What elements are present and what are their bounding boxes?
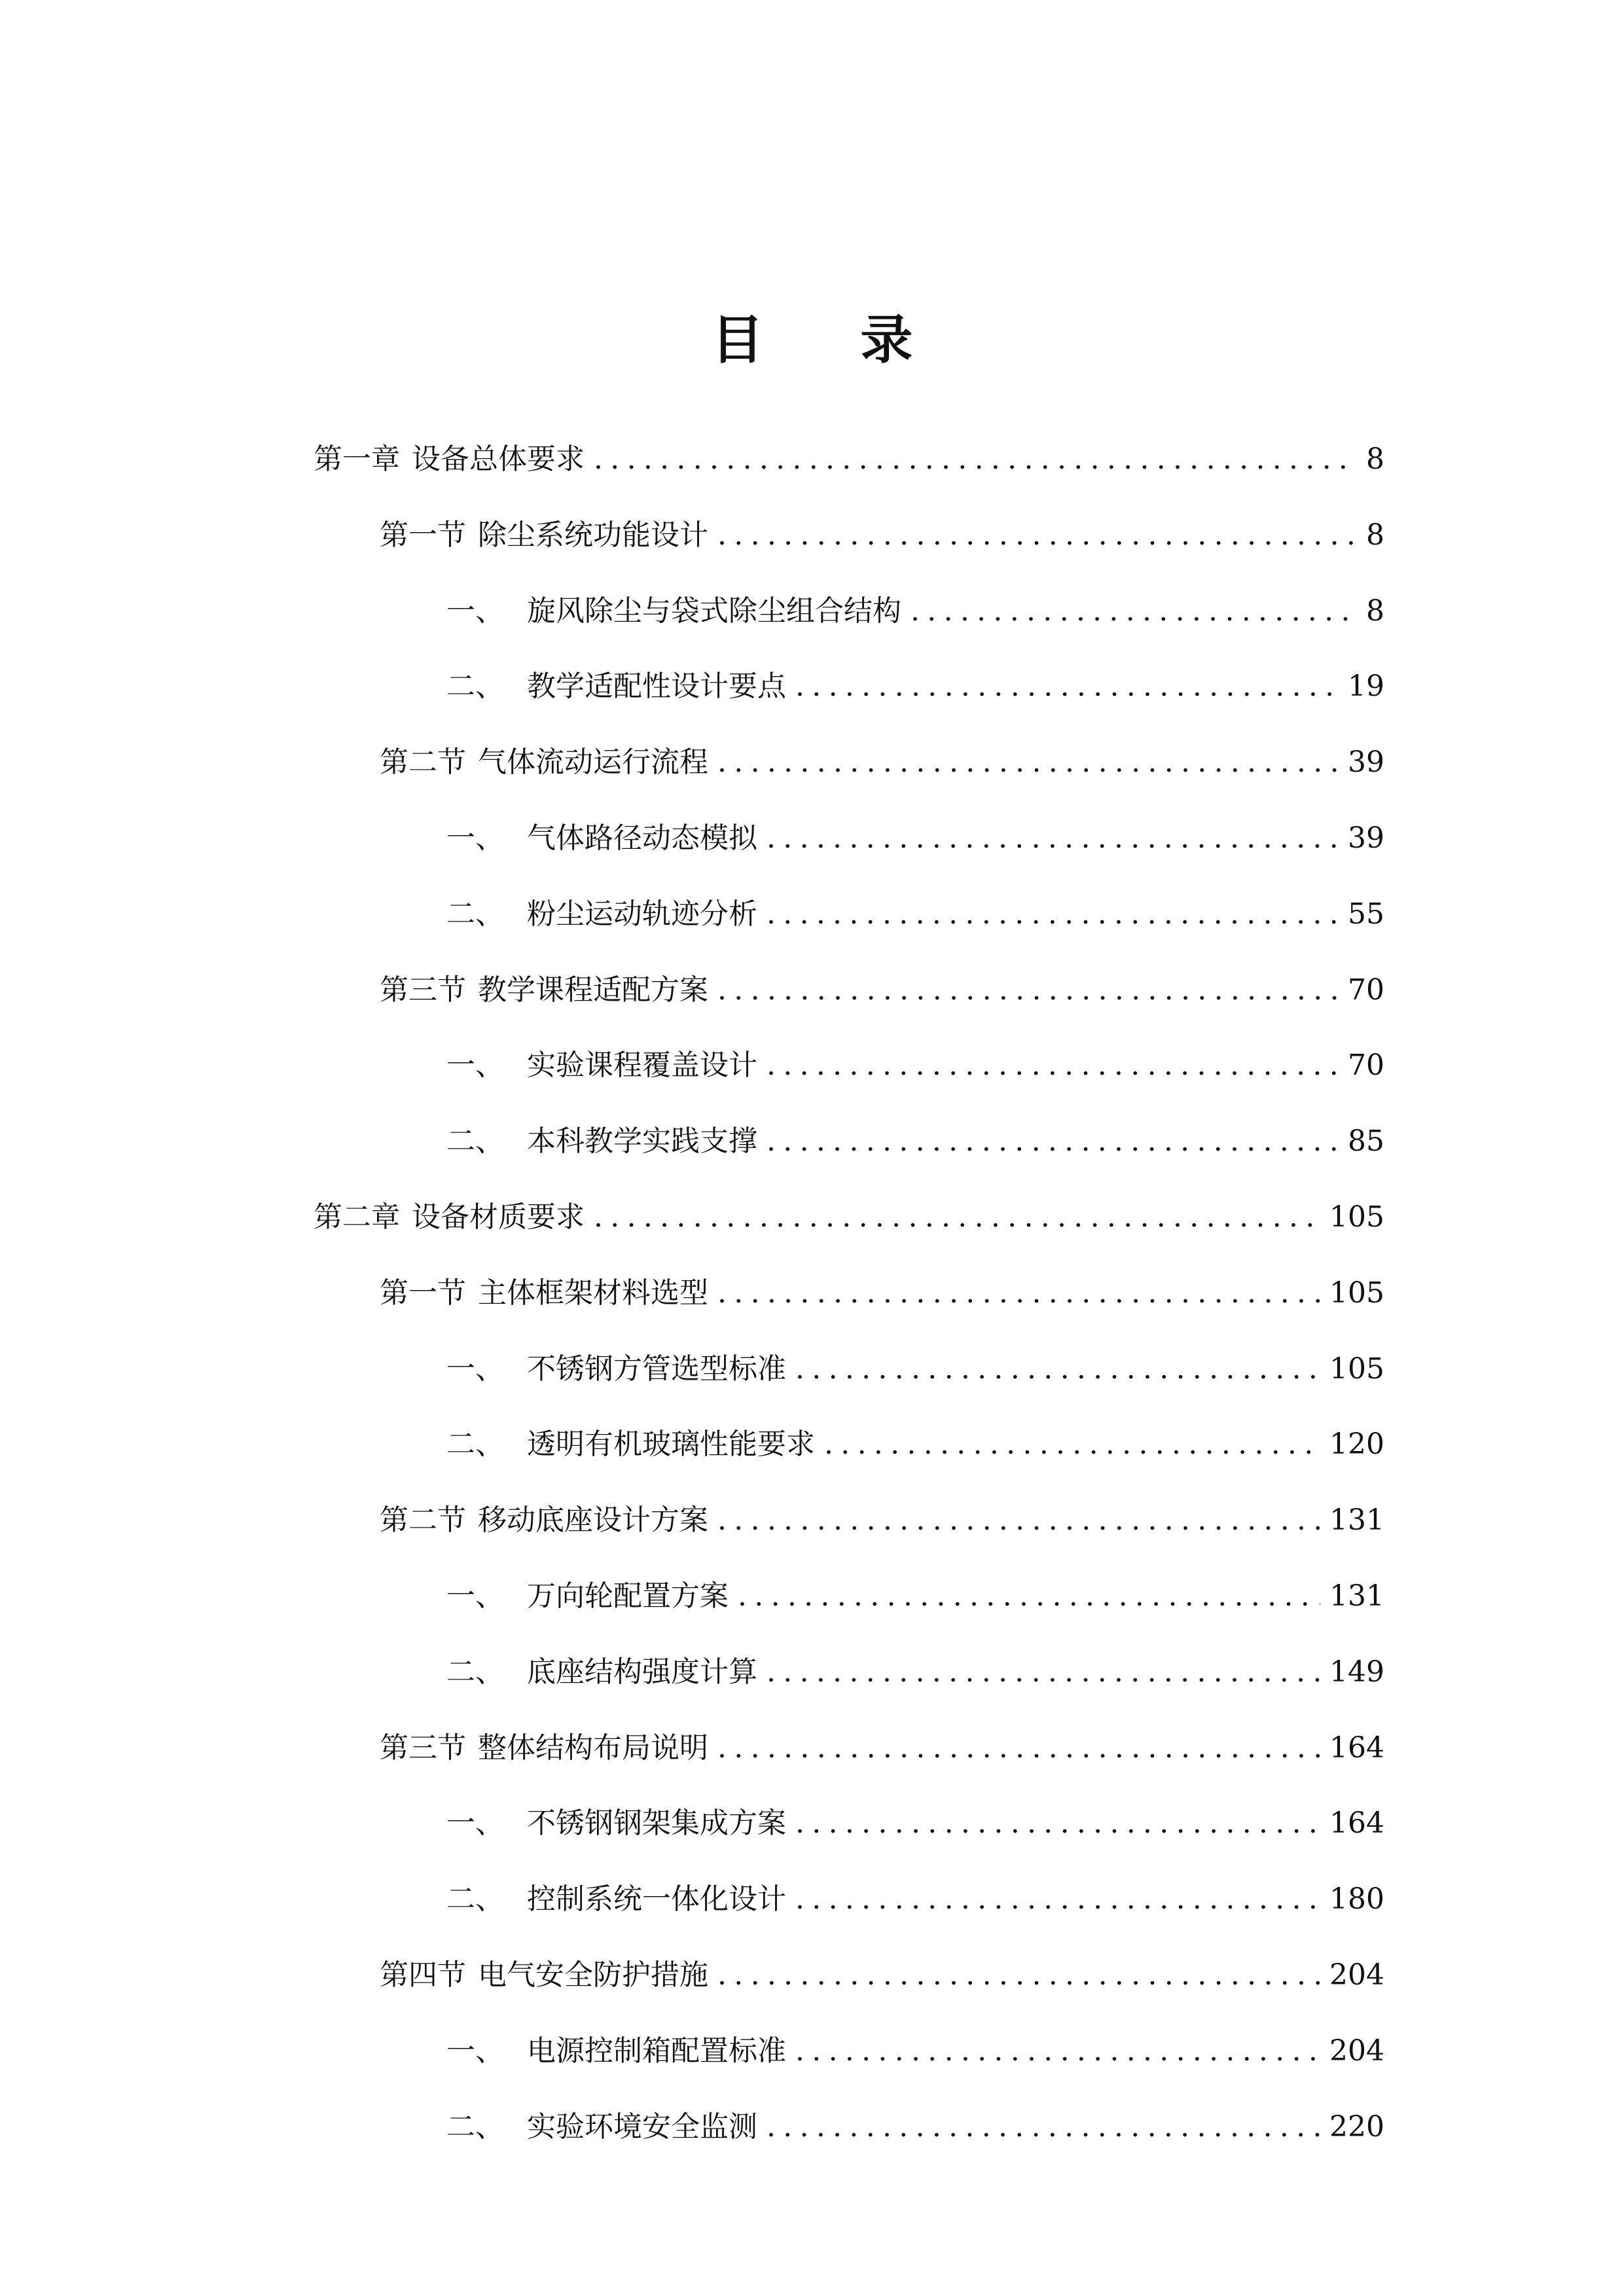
- toc-entry-page: 204: [1329, 1958, 1384, 1992]
- toc-entry-number: 第三节: [380, 973, 466, 1007]
- toc-entry-label: 实验环境安全监测: [527, 2109, 757, 2144]
- toc-entry-page: 85: [1348, 1124, 1384, 1158]
- toc-entry-label: 底座结构强度计算: [527, 1655, 757, 1689]
- toc-entry-page: 180: [1329, 1882, 1384, 1916]
- toc-entry-label: 气体流动运行流程: [478, 745, 708, 780]
- dot-leader: [717, 743, 1339, 782]
- toc-entry-number: 一、: [446, 1579, 504, 1613]
- dot-leader: [795, 2032, 1320, 2071]
- toc-entry-label: 透明有机玻璃性能要求: [527, 1427, 815, 1462]
- dot-leader: [824, 1425, 1320, 1464]
- toc-entry-number: 二、: [446, 670, 504, 704]
- toc-entry-label: 教学适配性设计要点: [527, 670, 786, 704]
- toc-entry-page: 39: [1348, 821, 1384, 855]
- toc-entry-number: 二、: [446, 1882, 504, 1916]
- toc-entry-label: 气体路径动态模拟: [527, 821, 757, 855]
- dot-leader: [717, 971, 1339, 1010]
- toc-entry[interactable]: [446, 1880, 1384, 1919]
- toc-entry-page: 131: [1329, 1579, 1384, 1613]
- toc-entry-number: 第三节: [380, 1731, 466, 1765]
- toc-entry-label: 粉尘运动轨迹分析: [527, 897, 757, 931]
- toc-entry-label: 旋风除尘与袋式除尘组合结构: [527, 594, 901, 628]
- toc-entry-page: 164: [1329, 1806, 1384, 1840]
- dot-leader: [795, 1804, 1320, 1843]
- toc-entry-page: 8: [1366, 442, 1384, 476]
- dot-leader: [717, 516, 1357, 555]
- toc-entry[interactable]: [446, 819, 1384, 858]
- toc-title: 目 录: [711, 309, 952, 370]
- dot-leader: [795, 1880, 1320, 1919]
- toc-entry-number: 一、: [446, 594, 504, 628]
- toc-entry[interactable]: [380, 1501, 1384, 1540]
- dot-leader: [767, 1122, 1339, 1161]
- toc-entry[interactable]: [446, 1350, 1384, 1389]
- toc-entry-page: 70: [1348, 973, 1384, 1007]
- dot-leader: [717, 1274, 1320, 1313]
- toc-entry[interactable]: [380, 516, 1384, 555]
- toc-entry-number: 二、: [446, 897, 504, 931]
- toc-entry-number: 一、: [446, 2034, 504, 2068]
- toc-entry-number: 一、: [446, 1352, 504, 1386]
- toc-entry-label: 设备材质要求: [412, 1200, 585, 1234]
- toc-entry-label: 不锈钢方管选型标准: [527, 1352, 786, 1386]
- toc-entry-label: 控制系统一体化设计: [527, 1882, 786, 1916]
- toc-entry-number: 二、: [446, 1427, 504, 1462]
- toc-entry[interactable]: [446, 667, 1384, 706]
- toc-entry-page: 55: [1348, 897, 1384, 931]
- toc-entry-number: 第二节: [380, 1503, 466, 1537]
- toc-entry[interactable]: [446, 1122, 1384, 1161]
- toc-entry-number: 第一章: [314, 442, 400, 476]
- toc-entry-page: 164: [1329, 1731, 1384, 1765]
- toc-entry[interactable]: [446, 1577, 1384, 1616]
- toc-entry-number: 第一节: [380, 1276, 466, 1310]
- dot-leader: [717, 1729, 1320, 1768]
- toc-entry-page: 105: [1329, 1352, 1384, 1386]
- toc-entry-number: 第二章: [314, 1200, 400, 1234]
- dot-leader: [767, 1653, 1320, 1692]
- toc-entry-page: 39: [1348, 745, 1384, 780]
- toc-entry[interactable]: [446, 1653, 1384, 1692]
- toc-entry[interactable]: [446, 2108, 1384, 2147]
- toc-entry-label: 除尘系统功能设计: [478, 518, 708, 552]
- toc-entry-number: 一、: [446, 821, 504, 855]
- dot-leader: [767, 1046, 1339, 1085]
- toc-entry-page: 105: [1329, 1276, 1384, 1310]
- toc-entry-page: 131: [1329, 1503, 1384, 1537]
- toc-entry[interactable]: [446, 895, 1384, 934]
- toc-entry-number: 一、: [446, 1806, 504, 1840]
- toc-entry-page: 8: [1366, 594, 1384, 628]
- toc-entry-label: 电气安全防护措施: [478, 1958, 708, 1992]
- dot-leader: [767, 895, 1339, 934]
- toc-entry-number: 第一节: [380, 518, 466, 552]
- toc-entry-number: 一、: [446, 1049, 504, 1083]
- dot-leader: [767, 819, 1339, 858]
- toc-entry-label: 实验课程覆盖设计: [527, 1049, 757, 1083]
- toc-entry[interactable]: [314, 1198, 1384, 1237]
- toc-entry-page: 220: [1329, 2109, 1384, 2144]
- dot-leader: [717, 1501, 1320, 1540]
- toc-entry[interactable]: [314, 440, 1384, 479]
- toc-entry-label: 教学课程适配方案: [478, 973, 708, 1007]
- toc-entry-label: 万向轮配置方案: [527, 1579, 729, 1613]
- toc-entry[interactable]: [380, 1274, 1384, 1313]
- toc-entry[interactable]: [380, 1956, 1384, 1995]
- dot-leader: [594, 1198, 1320, 1237]
- toc-entry-page: 120: [1329, 1427, 1384, 1462]
- toc-entry-page: 8: [1366, 518, 1384, 552]
- toc-entry-page: 105: [1329, 1200, 1384, 1234]
- dot-leader: [717, 1956, 1320, 1995]
- toc-entry-number: 二、: [446, 2109, 504, 2144]
- toc-entry-label: 主体框架材料选型: [478, 1276, 708, 1310]
- toc-entry-label: 移动底座设计方案: [478, 1503, 708, 1537]
- dot-leader: [767, 2108, 1320, 2147]
- toc-entry-label: 电源控制箱配置标准: [527, 2034, 786, 2068]
- toc-entry[interactable]: [380, 971, 1384, 1010]
- dot-leader: [795, 667, 1339, 706]
- toc-entry-page: 149: [1329, 1655, 1384, 1689]
- toc-entry-page: 204: [1329, 2034, 1384, 2068]
- toc-entry-number: 二、: [446, 1655, 504, 1689]
- toc-entry-number: 二、: [446, 1124, 504, 1158]
- dot-leader: [795, 1350, 1320, 1389]
- toc-entry-label: 本科教学实践支撑: [527, 1124, 757, 1158]
- toc-entry[interactable]: [446, 592, 1384, 631]
- toc-entry-label: 整体结构布局说明: [478, 1731, 708, 1765]
- toc-entry[interactable]: [446, 2032, 1384, 2071]
- dot-leader: [594, 440, 1357, 479]
- toc-entry-page: 19: [1348, 670, 1384, 704]
- toc-entry[interactable]: [446, 1425, 1384, 1464]
- dot-leader: [911, 592, 1357, 631]
- toc-entry-label: 不锈钢钢架集成方案: [527, 1806, 786, 1840]
- toc-entry[interactable]: [446, 1804, 1384, 1843]
- toc-entry-number: 第四节: [380, 1958, 466, 1992]
- toc-entry[interactable]: [380, 1729, 1384, 1768]
- dot-leader: [738, 1577, 1320, 1616]
- toc-entry[interactable]: [446, 1046, 1384, 1085]
- toc-entry-page: 70: [1348, 1049, 1384, 1083]
- toc-entry-number: 第二节: [380, 745, 466, 780]
- toc-entry[interactable]: [380, 743, 1384, 782]
- toc-entry-label: 设备总体要求: [412, 442, 585, 476]
